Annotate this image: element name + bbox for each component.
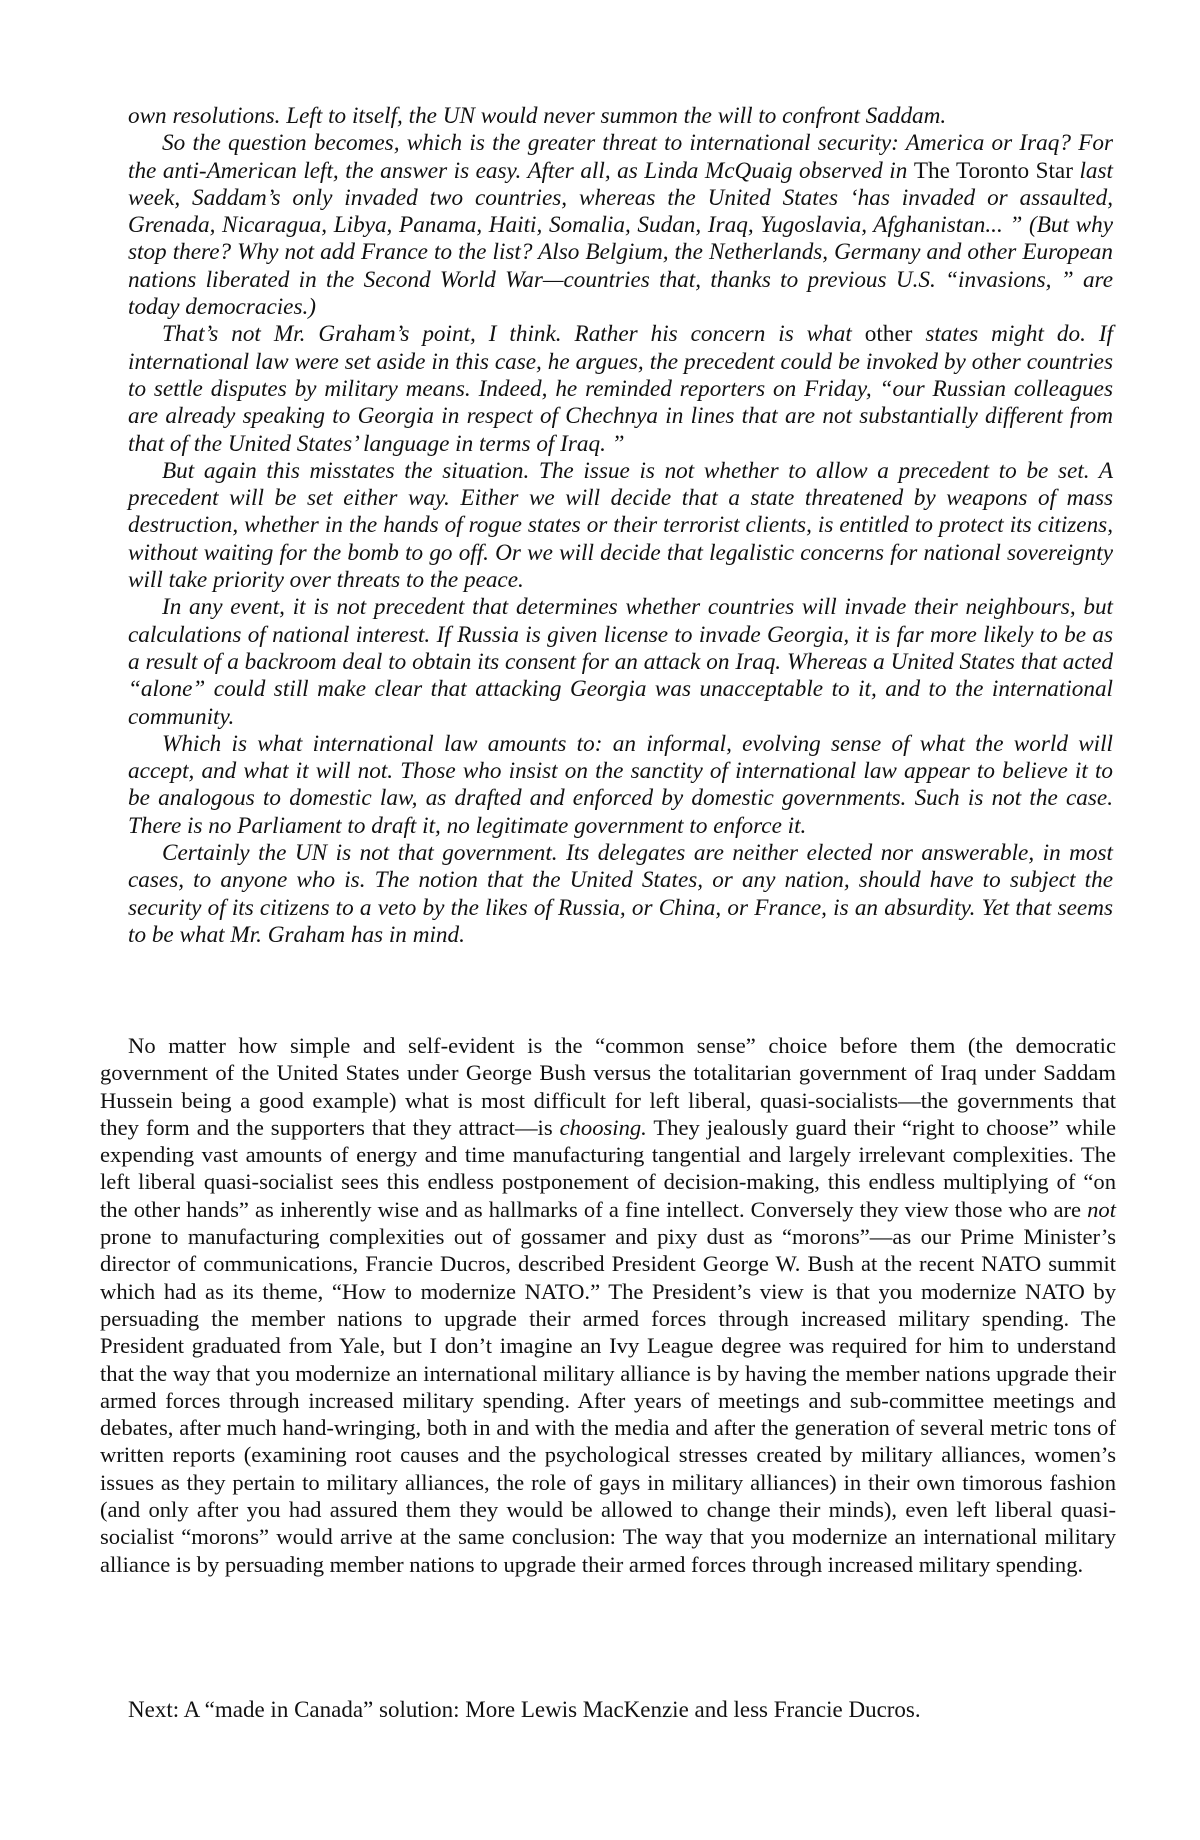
quote-paragraph-3 xyxy=(128,321,1113,457)
quote-p2-text-a: So the question becomes, which is the greater threat to international security: America or Iraq? For the anti-American left, the answer is easy. After all, as Linda McQuaig observed in xyxy=(128,130,1113,184)
quote-p3-text-b: states might do. If international law were set aside in this case, he argues, the precedent could be invoked by other countries to settle disputes by military means. Indeed, he reminded reporters on Friday, “our Russian colleagues are already speaking to Georgia in respect of Chechnya in lines that are not substantially different from that of the United States’ language in terms of Iraq. ” xyxy=(128,321,1113,457)
body-paragraph xyxy=(100,1032,1116,1578)
block-quotation xyxy=(128,103,1113,949)
body-text-c: prone to manufacturing complexities out of gossamer and pixy dust as “morons”—as our Prime Minister’s director of communications, Francie Ducros, described President George W. Bush at the recent NATO summit which had as its theme, “How to modernize NATO.” The President’s view is that you modernize NATO by persuading the member nations to upgrade their armed forces through increased military spending. The President graduated from Yale, but I don’t imagine an Ivy League degree was required for him to understand that the way that you modernize an international military alliance is by having the member nations upgrade their armed forces through increased military spending. After years of meetings and sub-committee meetings and debates, after much hand-wringing, both in and with the media and after the generation of several metric tons of written reports (examining root causes and the psychological stresses created by military alliances, women’s issues as they pertain to military alliances, the role of gays in military alliances) in their own timorous fashion (and only after you had assured them they would be allowed to change their minds), even left liberal quasi-socialist “morons” would arrive at the same conclusion: The way that you modernize an international military alliance is by persuading member nations to upgrade their armed forces through increased military spending. xyxy=(100,1224,1116,1577)
quote-p3-text-a: That’s not Mr. Graham’s point, I think. Rather his concern is what xyxy=(162,321,865,348)
quote-paragraph-2 xyxy=(128,130,1113,321)
emphasis-choosing: choosing. xyxy=(559,1114,647,1140)
quote-p2-text-b: last week, Saddam’s only invaded two countries, whereas the United States ‘has invaded or assaulted, Grenada, Nicaragua, Libya, Panama, Haiti, Somalia, Sudan, Iraq, Yugoslavia, Afghanistan... ” (But why stop there? Why not add France to the list? Also Belgium, the Netherlands, Germany and other European nations liberated in the Second World War—countries that, thanks to previous U.S. “invasions, ” are today democracies.) xyxy=(128,157,1113,321)
quote-p5-text: In any event, it is not precedent that determines whether countries will invade their neighbours, but calculations of national interest. If Russia is given license to invade Georgia, it is far more likely to be as a result of a backroom deal to obtain its consent for an attack on Iraq. Whereas a United States that acted “alone” could still make clear that attacking Georgia was unacceptable to it, and to the international community. xyxy=(128,594,1113,730)
next-line: Next: A “made in Canada” solution: More Lewis MacKenzie and less Francie Ducros. xyxy=(128,1697,921,1722)
body-text-b: They jealously guard their “right to choose” while expending vast amounts of energy and time manufacturing tangential and largely irrelevant complexities. The left liberal quasi-socialist sees this endless postponement of decision-making, this endless multiplying of “on the other hands” as inherently wise and as hallmarks of a fine intellect. Conversely they view those who are xyxy=(100,1114,1116,1222)
quote-p7-text: Certainly the UN is not that government. Its delegates are neither elected nor answerable, in most cases, to anyone who is. The notion that the United States, or any nation, should have to subject the security of its citizens to a veto by the likes of Russia, or China, or France, is an absurdity. Yet that seems to be what Mr. Graham has in mind. xyxy=(128,840,1113,948)
quote-paragraph-6 xyxy=(128,731,1113,840)
main-paragraph xyxy=(100,1032,1116,1578)
quote-paragraph-7 xyxy=(128,840,1113,949)
body-text-a: No matter how simple and self-evident is the “common sense” choice before them (the democratic government of the United States under George Bush versus the totalitarian government of Iraq under Saddam Hussein being a good example) what is most difficult for left liberal, quasi-socialists—the governments that they form and the supporters that they attract—is xyxy=(100,1033,1116,1140)
emphasis-not: not xyxy=(1087,1196,1116,1222)
newspaper-name: The Toronto Star xyxy=(913,157,1073,184)
quote-paragraph-1 xyxy=(128,103,1113,130)
quote-p4-text: But again this misstates the situation. The issue is not whether to allow a precedent to be set. A precedent will be set either way. Either we will decide that a state threatened by weapons of mass destruction, whether in the hands of rogue states or their terrorist clients, is entitled to protect its citizens, without waiting for the bomb to go off. Or we will decide that legalistic concerns for national sovereignty will take priority over threats to the peace. xyxy=(128,457,1113,594)
quote-p1-text: own resolutions. Left to itself, the UN would never summon the will to confront Saddam. xyxy=(128,103,947,129)
quote-paragraph-4 xyxy=(128,458,1113,594)
quote-paragraph-5 xyxy=(128,594,1113,730)
quote-p6-text: Which is what international law amounts to: an informal, evolving sense of what the world will accept, and what it will not. Those who insist on the sanctity of international law appear to believe it to be analogous to domestic law, as drafted and enforced by domestic governments. Such is not the case. There is no Parliament to draft it, no legitimate government to enforce it. xyxy=(128,730,1113,839)
emphasis-other: other xyxy=(864,321,913,348)
